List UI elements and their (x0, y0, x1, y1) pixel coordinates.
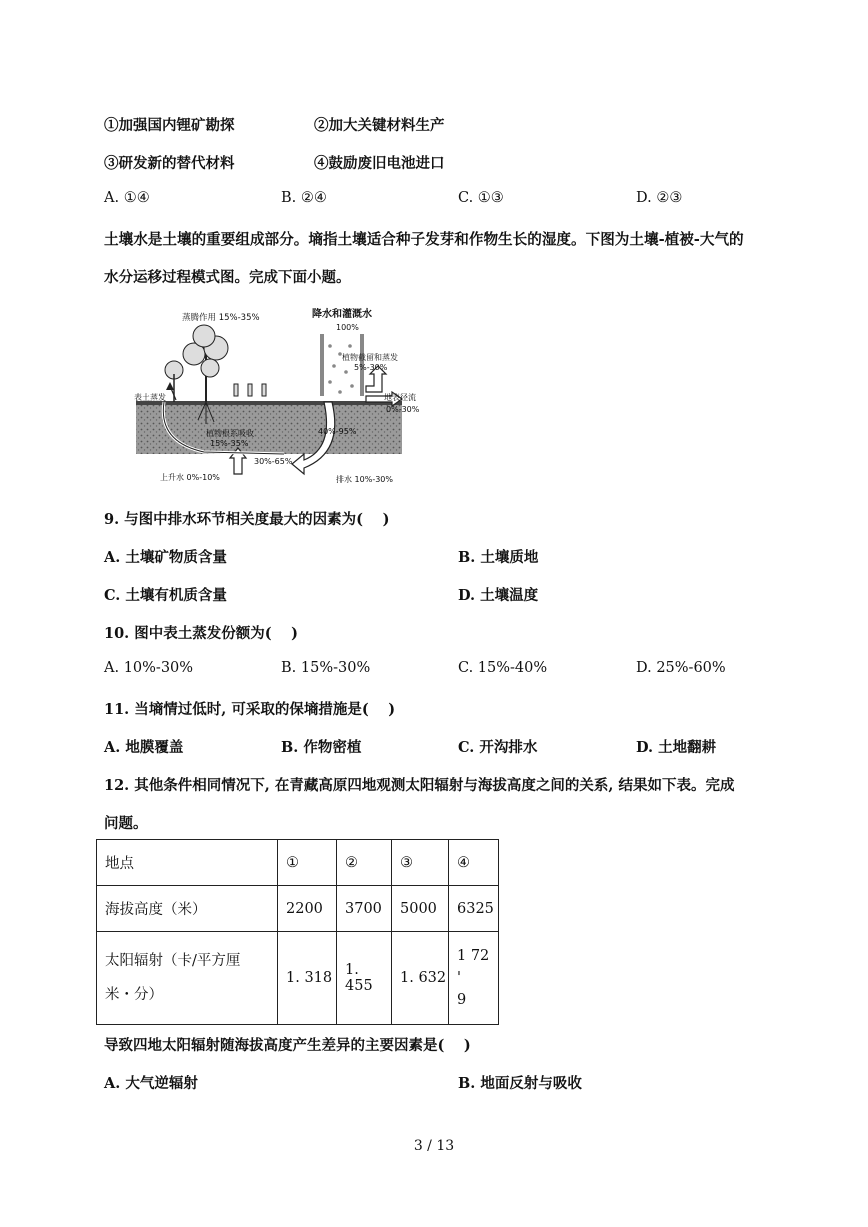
table-cell: 1. 318 (278, 932, 337, 1025)
q8-option-c: C. ①③ (458, 190, 504, 206)
choice-3: ③研发新的替代材料 (104, 155, 235, 172)
intro-line-2: 水分运移过程模式图。完成下面小题。 (104, 269, 351, 286)
cell-line: ' (457, 970, 461, 986)
table-row (97, 886, 499, 932)
table-cell: 6325 (449, 886, 499, 932)
q8-option-b: B. ②④ (281, 190, 327, 206)
q11-option-d: D. 土地翻耕 (636, 739, 717, 756)
label-infiltration: 40%-95% (318, 427, 357, 436)
q9-option-c: C. 土壤有机质含量 (104, 587, 227, 604)
q12-option-b: B. 地面反射与吸收 (458, 1075, 582, 1092)
q9-option-b: B. 土壤质地 (458, 549, 539, 566)
table-cell: 3700 (337, 886, 392, 932)
label-precip-pct: 100% (336, 323, 359, 332)
label-runoff-pct: 0%-30% (386, 405, 420, 414)
q12-stem-line-2: 问题。 (104, 815, 148, 832)
q10-option-b: B. 15%-30% (281, 660, 371, 676)
page-number: 3 / 13 (413, 1138, 455, 1154)
q9-stem: 9. 与图中排水环节相关度最大的因素为( ) (104, 511, 390, 528)
q12-option-a: A. 大气逆辐射 (104, 1075, 198, 1092)
q10-stem: 10. 图中表土蒸发份额为( ) (104, 625, 299, 642)
label-interception-pct: 5%-30% (354, 363, 388, 372)
label-root-absorption-pct: 15%-35% (210, 439, 249, 448)
water-cycle-diagram (134, 302, 420, 490)
soil-layer (136, 402, 402, 454)
label-transpiration: 蒸腾作用 15%-35% (182, 313, 260, 323)
intro-line-1: 土壤水是土壤的重要组成部分。墒指土壤适合种子发芽和作物生长的湿度。下图为土壤-植被-大气的 (104, 231, 744, 248)
q10-option-c: C. 15%-40% (458, 660, 548, 676)
q12-stem-line-1: 12. 其他条件相同情况下, 在青藏高原四地观测太阳辐射与海拔高度之间的关系, 结果如下表。完成 (104, 777, 735, 794)
table-cell (449, 932, 499, 1025)
q12-question: 导致四地太阳辐射随海拔高度产生差异的主要因素是( ) (104, 1037, 471, 1054)
label-precipitation: 降水和灌溉水 (312, 309, 372, 320)
label-interception: 植物截留和蒸发 (342, 353, 398, 362)
q11-option-c: C. 开沟排水 (458, 739, 538, 756)
table-cell: ③ (392, 840, 449, 886)
label-mid-flow: 30%-65% (254, 457, 293, 466)
label-drainage: 排水 10%-30% (336, 475, 393, 484)
table-cell: ④ (449, 840, 499, 886)
q8-option-d: D. ②③ (636, 190, 683, 206)
q10-option-a: A. 10%-30% (104, 660, 194, 676)
choice-1: ①加强国内锂矿勘探 (104, 117, 235, 134)
label-root-absorption: 植物根系吸收 (206, 429, 254, 438)
q10-option-d: D. 25%-60% (636, 660, 726, 676)
choice-2: ②加大关键材料生产 (314, 117, 445, 134)
cell-line: 1 72 (457, 948, 490, 964)
table-cell: 1. 632 (392, 932, 449, 1025)
q9-option-a: A. 土壤矿物质含量 (104, 549, 227, 566)
table-row (97, 840, 499, 886)
row-label-line-2: 米・分） (105, 987, 163, 1003)
table-cell: ① (278, 840, 337, 886)
table-cell: 5000 (392, 886, 449, 932)
label-runoff: 地表径流 (384, 393, 416, 402)
row-label-line-1: 太阳辐射（卡/平方厘 (105, 953, 241, 969)
radiation-table (96, 839, 499, 1025)
q11-option-a: A. 地膜覆盖 (104, 739, 184, 756)
q9-option-d: D. 土壤温度 (458, 587, 539, 604)
q11-option-b: B. 作物密植 (281, 739, 362, 756)
table-cell: 2200 (278, 886, 337, 932)
table-cell: ② (337, 840, 392, 886)
q8-option-a: A. ①④ (104, 190, 150, 206)
label-surface-evaporation: 表土蒸发 (134, 393, 166, 402)
q11-stem: 11. 当墒情过低时, 可采取的保墒措施是( ) (104, 701, 396, 718)
choice-4: ④鼓励废旧电池进口 (314, 155, 445, 172)
cell-line: 9 (457, 992, 467, 1008)
label-capillary-rise: 上升水 0%-10% (160, 473, 220, 482)
table-cell (97, 932, 278, 1025)
table-row (97, 932, 499, 1025)
table-cell: 地点 (97, 840, 278, 886)
table-cell: 海拔高度（米） (97, 886, 278, 932)
table-cell: 1. 455 (337, 932, 392, 1025)
